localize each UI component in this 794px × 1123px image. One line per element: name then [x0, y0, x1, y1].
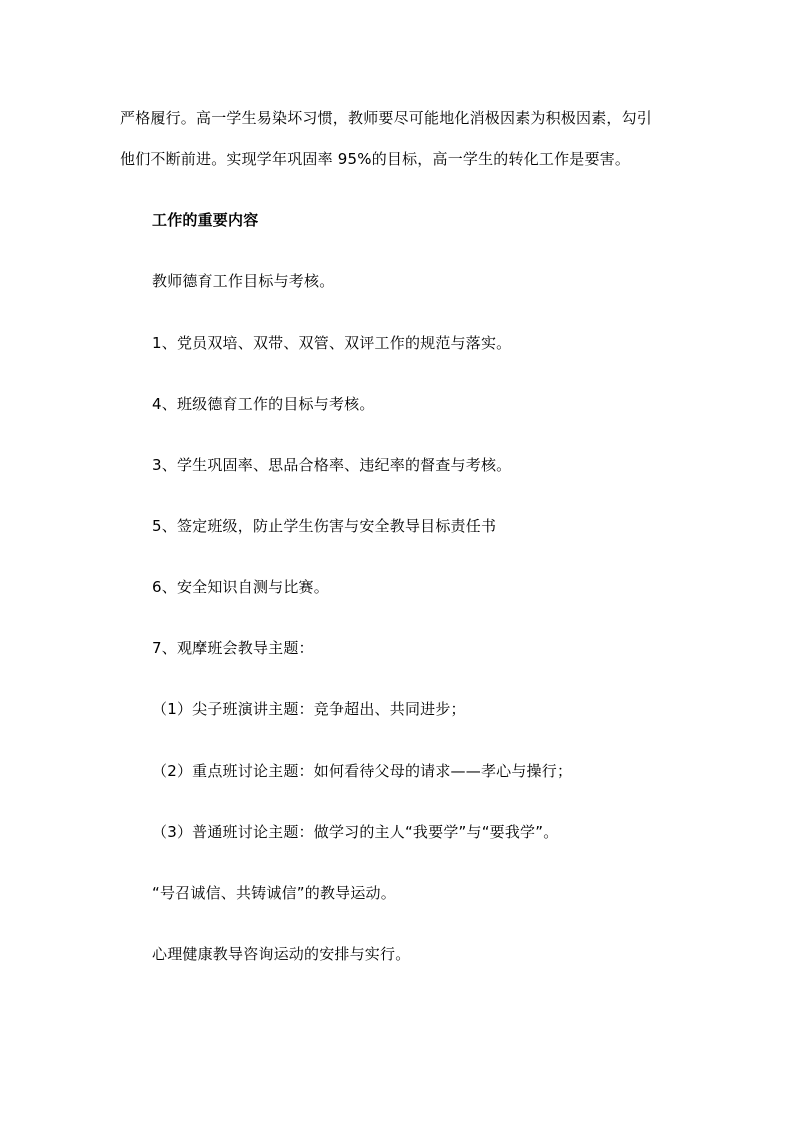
list-item-6: 6、安全知识自测与比赛。: [152, 578, 329, 596]
list-item-3: 3、学生巩固率、思品合格率、违纪率的督查与考核。: [152, 456, 512, 474]
sub-item-2: （2）重点班讨论主题：如何看待父母的请求——孝心与操行；: [152, 762, 573, 780]
list-item-1: 1、党员双培、双带、双管、双评工作的规范与落实。: [152, 334, 512, 352]
paragraph-line-2: 他们不断前进。实现学年巩固率 95%的目标，高一学生的转化工作是要害。: [120, 150, 631, 168]
paragraph-line-1: 严格履行。高一学生易染坏习惯，教师要尽可能地化消极因素为积极因素，勾引: [120, 109, 653, 127]
list-item-4: 4、班级德育工作的目标与考核。: [152, 395, 375, 413]
sub-item-1: （1）尖子班演讲主题：竞争超出、共同进步；: [152, 700, 466, 718]
list-item-7: 7、观摩班会教导主题：: [152, 639, 314, 657]
closing-line: 心理健康教导咨询运动的安排与实行。: [152, 945, 411, 963]
sub-item-3: （3）普通班讨论主题：做学习的主人“我要学”与“要我学”。: [152, 823, 559, 841]
campaign-line: “号召诚信、共铸诚信”的教导运动。: [152, 884, 396, 902]
list-item-5: 5、签定班级，防止学生伤害与安全教导目标责任书: [152, 517, 497, 535]
section-heading: 工作的重要内容: [152, 211, 259, 229]
item-intro: 教师德育工作目标与考核。: [152, 272, 335, 290]
